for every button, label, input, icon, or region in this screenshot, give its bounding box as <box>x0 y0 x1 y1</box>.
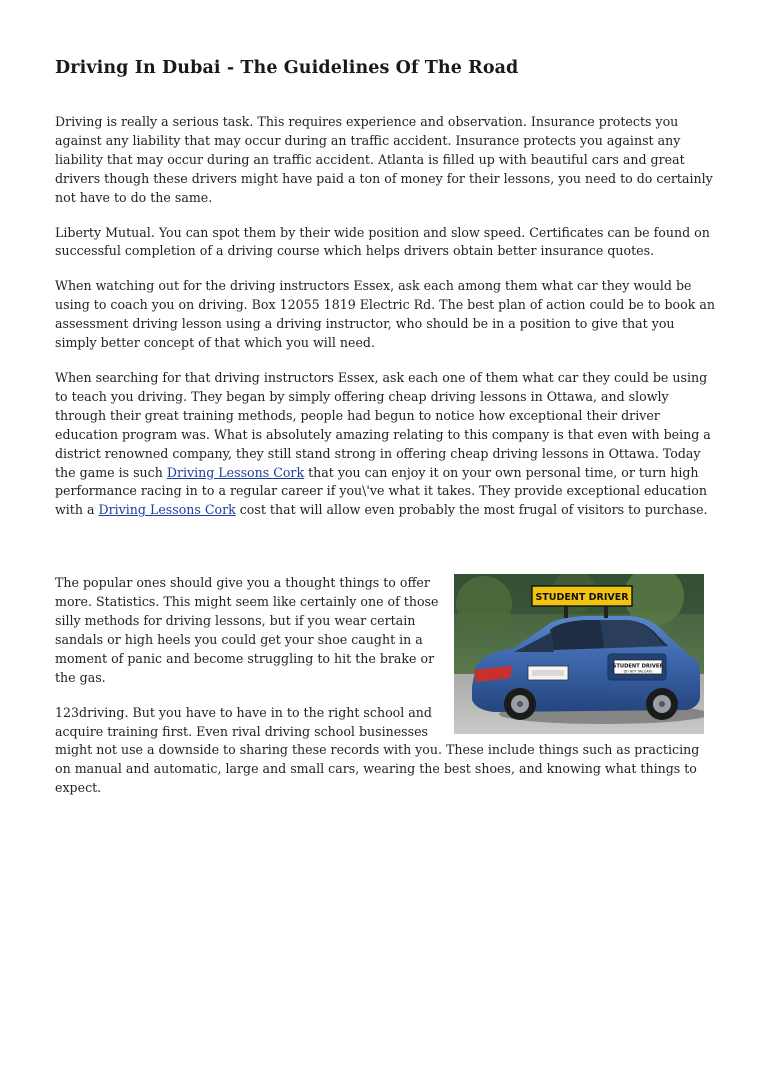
student-driver-car-photo <box>454 574 704 734</box>
paragraph-driving-instructors: When watching out for the driving instructors Essex, ask each among them what car they would be using to coach you on driving. Box 12055 1819 Electric Rd. The best plan of action could be to book an assessment driving lesson using a driving instructor, who should be in a position to give that you simply better concept of that which you will need. <box>55 278 715 351</box>
driving-lessons-cork-link-2[interactable]: Driving Lessons Cork <box>98 502 236 518</box>
paragraph-123driving: 123driving. But you have to have in to the right school and acquire training first. Even rival driving school businesses might not use a downside to sharing these records with you. These include things such as practicing on manual and automatic, large and small cars, wearing the best shoes, and knowing what things to expect. <box>55 704 700 796</box>
roof-sign-text: STUDENT DRIVER <box>535 592 629 604</box>
document-title: Driving In Dubai - The Guidelines Of The Road <box>55 58 519 78</box>
paragraph-ottawa-text-2: that you can enjoy it on your own personal time, or turn high performance racing in to a regular career if you\'ve what it takes. They provide exceptional education with a <box>55 464 707 518</box>
paragraph-intro: Driving is really a serious task. This requires experience and observation. Insurance protects you against any liability that may occur during an traffic accident. Insurance protects you against any liability that may occur during an traffic accident. Atlanta is filled up with beautiful cars and great drivers though these drivers might have paid a ton of money for their lessons, you need to do certainly not have to do the same. <box>55 114 713 205</box>
paragraph-ottawa-text-1: When searching for that driving instructors Essex, ask each one of them what car they could be using to teach you driving. They began by simply offering cheap driving lessons in Ottawa, and slowly through their great training methods, people had begun to notice how exceptional their driver education program was. What is absolutely amazing relating to this company is that even with being a district renowned company, they still stand strong in offering cheap driving lessons in Ottawa. Today the game is such <box>55 369 711 480</box>
paragraph-ottawa-text-3: cost that will allow even probably the most frugal of visitors to purchase. <box>235 502 708 518</box>
door-sign-text: STUDENT DRIVER <box>612 663 664 670</box>
paragraph-liberty-mutual: Liberty Mutual. You can spot them by their wide position and slow speed. Certificates can be found on successful completion of a driving course which helps drivers obtain better insurance quotes. <box>55 224 710 259</box>
paragraph-ottawa <box>55 369 715 520</box>
door-sign-subtext: DO NOT TAILGATE <box>623 669 653 674</box>
document-page <box>55 58 715 814</box>
section-spacer <box>55 536 715 574</box>
driving-lessons-cork-link[interactable]: Driving Lessons Cork <box>166 464 305 480</box>
paragraph-popular-ones: The popular ones should give you a thought things to offer more. Statistics. This might seem like certainly one of those silly methods for driving lessons, but if you wear certain sandals or high heels you could get your shoe caught in a moment of panic and become struggling to hit the brake or the gas. <box>55 575 439 685</box>
car-illustration <box>454 574 704 734</box>
